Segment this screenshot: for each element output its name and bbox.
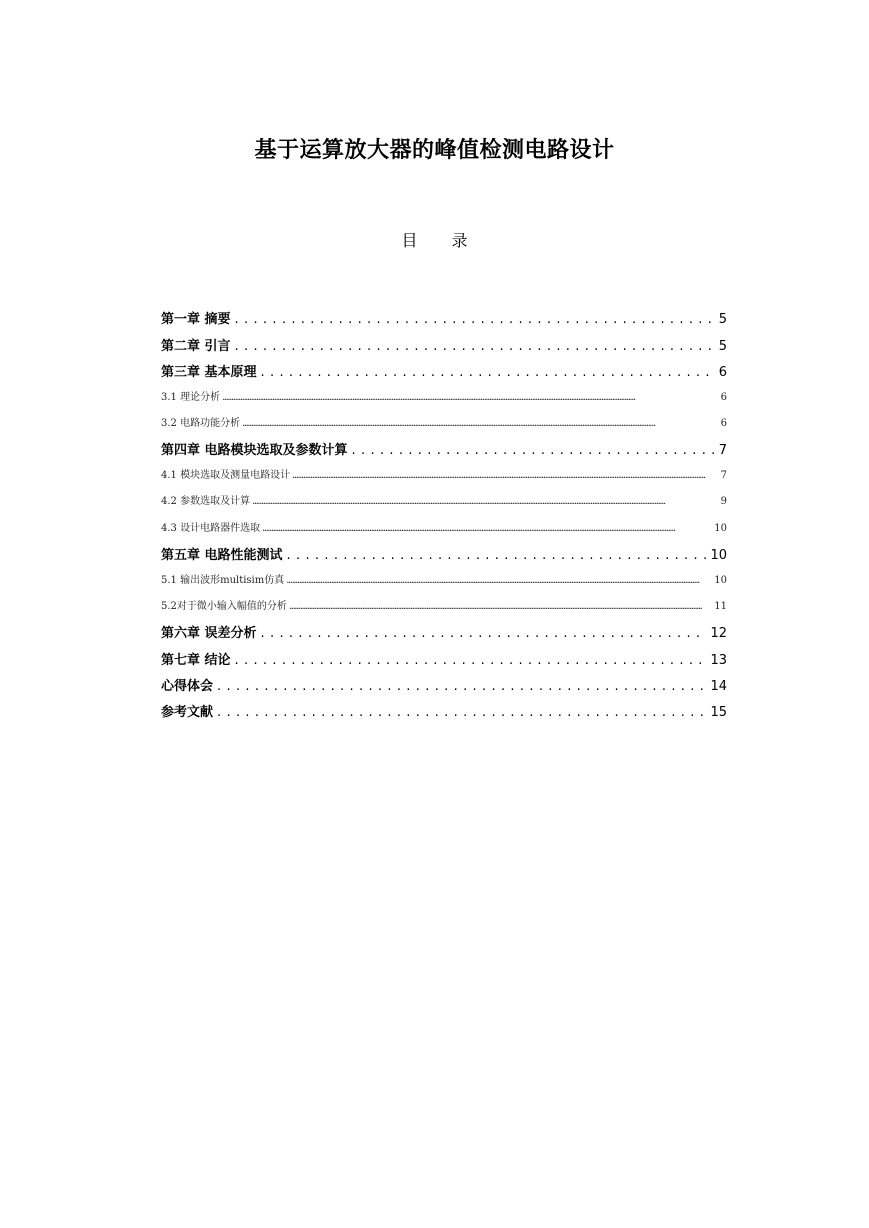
- table-of-contents: [161, 0, 727, 1228]
- dot-leader: [286, 572, 712, 590]
- dot-leader: [217, 703, 706, 723]
- toc-entry-section-4-2[interactable]: [161, 493, 727, 511]
- toc-entry-references[interactable]: [161, 703, 727, 723]
- toc-entry-label: 4.1 模块选取及测量电路设计: [161, 470, 291, 481]
- toc-entry-label: 5.2对于微小输入幅值的分析: [161, 601, 287, 612]
- toc-entry-reflections[interactable]: [161, 677, 727, 697]
- toc-entry-page: 13: [710, 653, 727, 668]
- toc-entry-section-3-2[interactable]: [161, 415, 727, 433]
- toc-heading-char-1: 目: [401, 231, 418, 250]
- toc-entry-page: 14: [710, 679, 727, 694]
- toc-entry-page: 6: [718, 365, 727, 380]
- toc-entry-page: 15: [710, 705, 727, 720]
- toc-entry-label: 参考文献: [161, 705, 214, 720]
- toc-entry-page: 6: [720, 392, 727, 403]
- toc-entry-label: 5.1 输出波形multisim仿真: [161, 575, 285, 586]
- dot-leader: [217, 677, 706, 697]
- toc-entry-section-4-1[interactable]: [161, 467, 727, 485]
- toc-entry-page: 10: [710, 548, 727, 563]
- toc-entry-section-4-3[interactable]: [161, 520, 727, 538]
- toc-entry-chapter-3[interactable]: [161, 363, 727, 383]
- toc-entry-chapter-4[interactable]: [161, 441, 727, 461]
- dot-leader: [261, 363, 715, 383]
- toc-entry-chapter-5[interactable]: [161, 546, 727, 566]
- toc-heading-char-2: 录: [451, 231, 468, 250]
- toc-entry-label: 4.3 设计电路器件选取: [161, 523, 261, 534]
- toc-entry-label: 第五章 电路性能测试: [161, 548, 283, 563]
- toc-entry-page: 12: [710, 626, 727, 641]
- toc-entry-label: 3.1 理论分析: [161, 392, 221, 403]
- dot-leader: [235, 310, 715, 330]
- dot-leader: [242, 415, 719, 433]
- toc-entry-label: 第四章 电路模块选取及参数计算: [161, 443, 348, 458]
- dot-leader: [262, 520, 712, 538]
- toc-entry-chapter-2[interactable]: [161, 337, 727, 357]
- toc-entry-page: 7: [720, 470, 727, 481]
- toc-entry-label: 4.2 参数选取及计算: [161, 496, 251, 507]
- toc-entry-section-5-2[interactable]: [161, 598, 727, 616]
- toc-entry-page: 9: [720, 496, 727, 507]
- toc-entry-label: 第六章 误差分析: [161, 626, 257, 641]
- toc-entry-section-3-1[interactable]: [161, 389, 727, 407]
- toc-entry-section-5-1[interactable]: [161, 572, 727, 590]
- toc-entry-chapter-1[interactable]: [161, 310, 727, 330]
- dot-leader: [352, 441, 715, 461]
- toc-entry-page: 6: [720, 418, 727, 429]
- toc-entry-page: 11: [714, 601, 727, 612]
- dot-leader: [261, 624, 707, 644]
- document-title: 基于运算放大器的峰值检测电路设计: [254, 138, 615, 163]
- dot-leader: [252, 493, 719, 511]
- toc-entry-page: 5: [718, 312, 727, 327]
- dot-leader: [289, 598, 712, 616]
- toc-entry-label: 第二章 引言: [161, 339, 231, 354]
- toc-entry-page: 10: [714, 575, 727, 586]
- toc-entry-label: 3.2 电路功能分析: [161, 418, 241, 429]
- toc-entry-label: 第三章 基本原理: [161, 365, 257, 380]
- toc-entry-page: 10: [714, 523, 727, 534]
- dot-leader: [287, 546, 707, 566]
- toc-entry-chapter-7[interactable]: [161, 651, 727, 671]
- toc-entry-label: 第一章 摘要: [161, 312, 231, 327]
- toc-entry-label: 心得体会: [161, 679, 214, 694]
- toc-entry-chapter-6[interactable]: [161, 624, 727, 644]
- toc-entry-page: 7: [718, 443, 727, 458]
- toc-entry-label: 第七章 结论: [161, 653, 231, 668]
- dot-leader: [235, 337, 715, 357]
- dot-leader: [235, 651, 707, 671]
- dot-leader: [222, 389, 719, 407]
- dot-leader: [292, 467, 719, 485]
- toc-entry-page: 5: [718, 339, 727, 354]
